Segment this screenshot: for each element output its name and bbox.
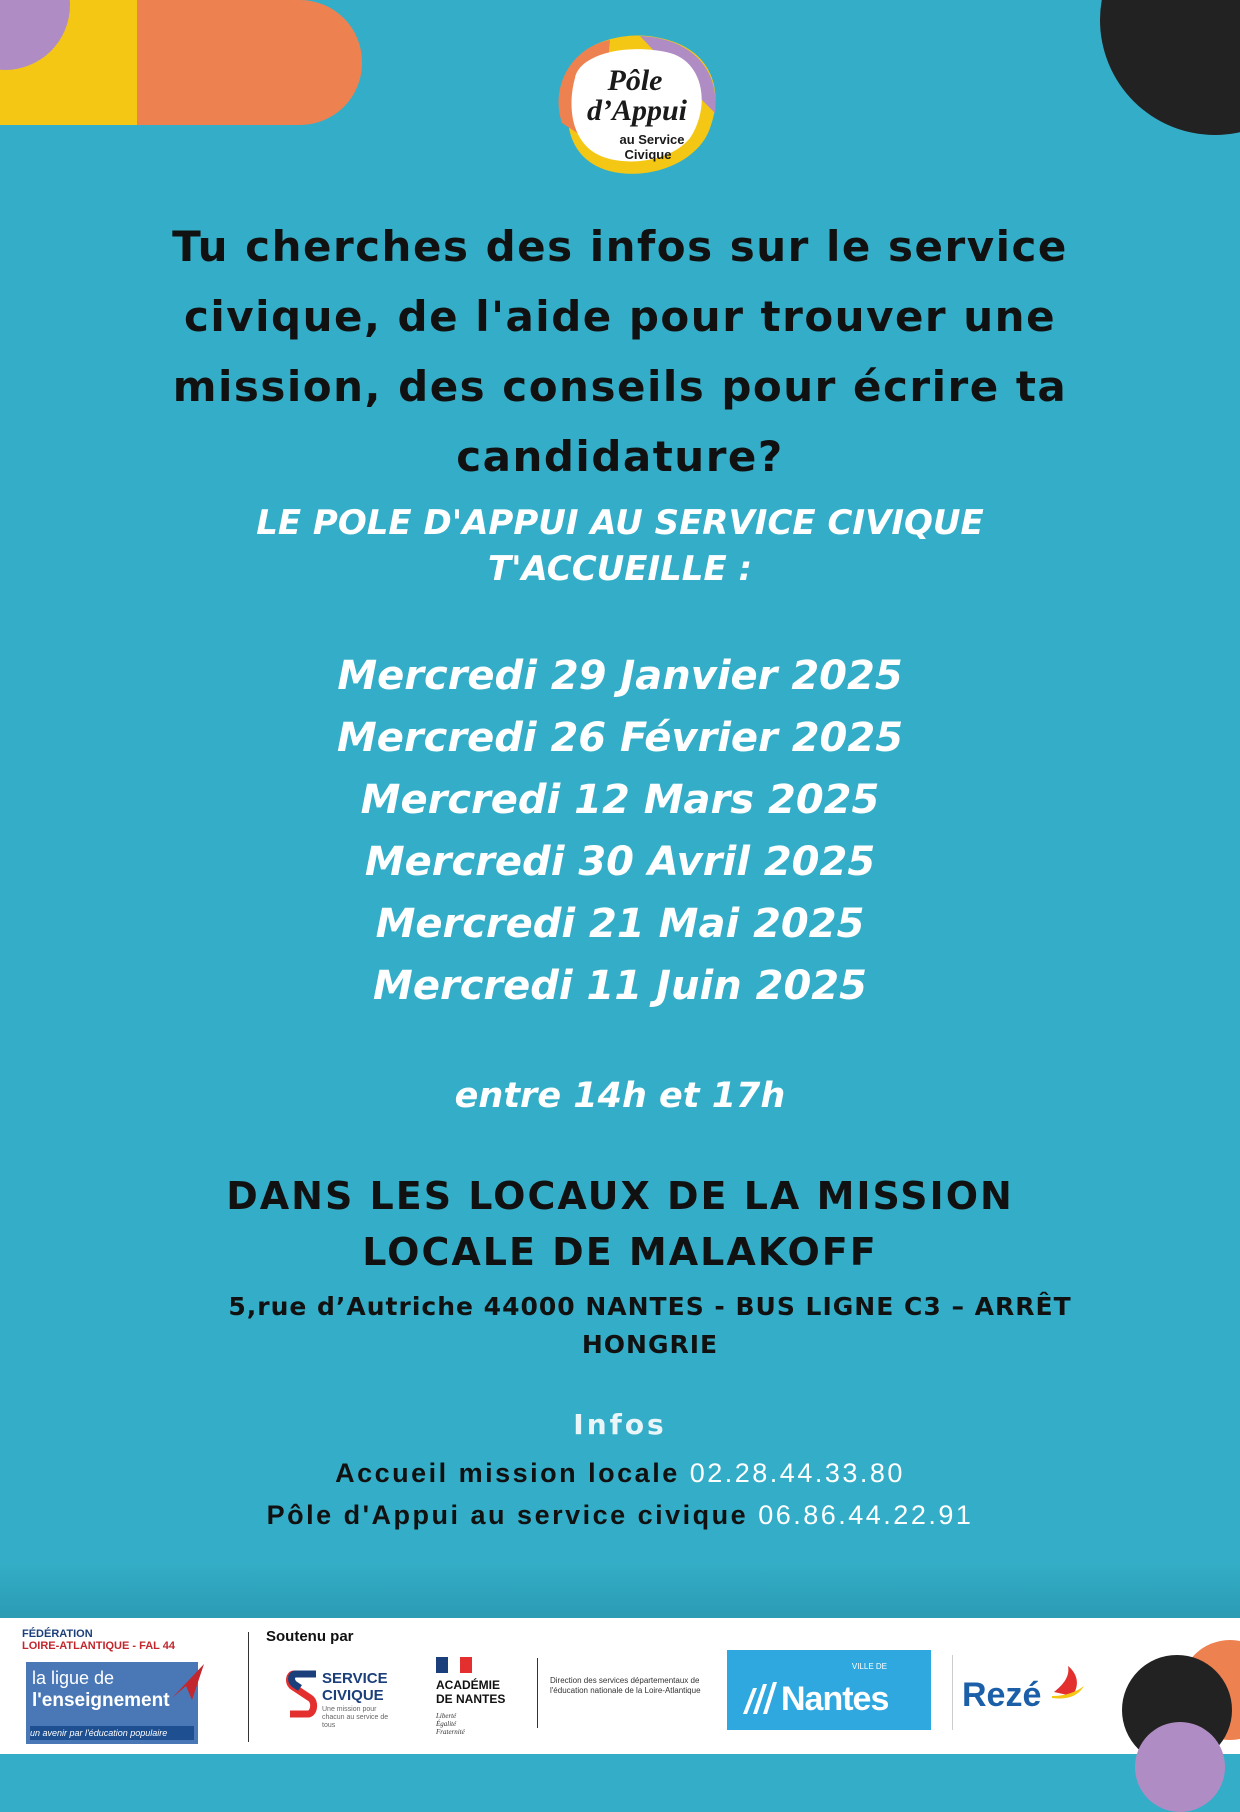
reze-flame-icon [1048,1662,1088,1702]
ligue-line2: l'enseignement [32,1690,170,1711]
location-line1: DANS LES LOCAUX DE LA MISSION [226,1174,1014,1218]
location-line2: LOCALE DE MALAKOFF [362,1230,878,1274]
ville-de-label: VILLE DE [851,1662,887,1671]
ville-nantes-logo [727,1650,931,1730]
marianne-flag-icon [436,1657,474,1673]
contact-phone[interactable]: 02.28.44.33.80 [689,1458,905,1488]
reze-separator [952,1655,953,1730]
contact-label: Pôle d'Appui au service civique [266,1500,749,1530]
decor-purple-circle-corner [1135,1722,1225,1812]
soutenu-label: Soutenu par [266,1628,354,1645]
service-civique-tagline: Une mission pour chacun au service de tous [322,1706,389,1729]
decor-orange-pill [137,0,362,125]
fal44-label [22,1628,175,1652]
service-civique-line1: SERVICE [322,1670,388,1687]
date-item: Mercredi 26 Février 2025 [336,715,904,761]
dates-list [170,645,1070,1017]
ligue-line1: la ligue de [32,1668,115,1688]
pole-appui-logo [540,28,730,198]
footer-separator [248,1632,249,1742]
date-item: Mercredi 12 Mars 2025 [360,777,880,823]
footer-shadow [0,1560,1240,1620]
decor-black-circle [1100,0,1240,135]
address [170,1288,1130,1364]
dsden-label: Direction des services départementaux de l'éducation nationale de la Loire-Atlantique [550,1676,701,1695]
logo-line2: d’Appui [586,94,688,127]
contact-phone[interactable]: 06.86.44.22.91 [758,1500,974,1530]
ligue-arrow-icon [170,1662,206,1702]
service-civique-logo [322,1670,388,1704]
address-line1: 5,rue d’Autriche 44000 NANTES - BUS LIGNE C3 – ARRÊT [228,1292,1072,1321]
republic-motto [436,1712,465,1736]
address-line2: HONGRIE [581,1330,719,1359]
headline: Tu cherches des infos sur le service civique, de l'aide pour trouver une mission, des conseils pour écrire ta candidature? [172,222,1068,481]
service-civique-icon [286,1670,320,1718]
contact-mission-locale [120,1458,1120,1489]
date-item: Mercredi 11 Juin 2025 [373,963,867,1009]
service-civique-line2: CIVIQUE [322,1687,384,1704]
opening-hours: entre 14h et 17h [454,1076,786,1116]
subheading [160,500,1080,592]
academie-line2: DE NANTES [436,1692,506,1706]
subheading-line2: T'ACCUEILLE : [487,549,753,589]
reze-logo: Rezé [962,1676,1042,1714]
contact-label: Accueil mission locale [335,1458,680,1488]
logo-line1: Pôle [607,64,663,97]
academie-nantes-logo [436,1678,505,1706]
motto-item: Égalité [436,1720,457,1728]
motto-item: Fraternité [436,1728,465,1736]
logo-line4: Civique [624,147,672,162]
date-item: Mercredi 21 Mai 2025 [375,901,865,947]
logo-line3: au Service [619,132,685,147]
date-item: Mercredi 29 Janvier 2025 [337,653,903,699]
federation-line2: LOIRE-ATLANTIQUE [22,1640,130,1652]
motto-item: Liberté [436,1712,457,1720]
subheading-line1: LE POLE D'APPUI AU SERVICE CIVIQUE [256,503,984,543]
nantes-name: Nantes [781,1680,889,1718]
ligue-tagline: un avenir par l'éducation populaire [30,1726,194,1740]
academie-line1: ACADÉMIE [436,1678,501,1692]
date-item: Mercredi 30 Avril 2025 [364,839,876,885]
academie-separator [537,1658,538,1728]
nantes-stripes-icon [741,1680,781,1716]
federation-line1: FÉDÉRATION [22,1628,93,1640]
infos-title: Infos [573,1408,667,1441]
location [130,1168,1110,1280]
federation-code: - FAL 44 [132,1640,175,1652]
contact-pole-appui [120,1500,1120,1531]
